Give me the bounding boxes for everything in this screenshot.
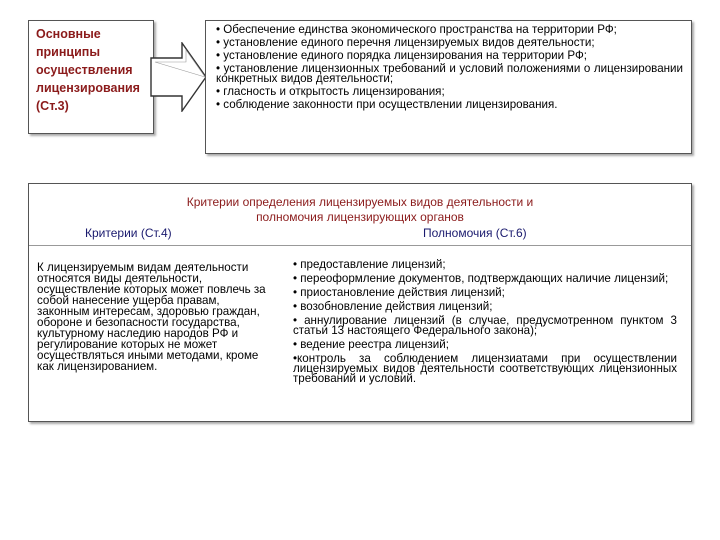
powers-list bbox=[293, 260, 677, 388]
arrow-right-icon bbox=[150, 42, 208, 112]
principle-item-3: • установление единого порядка лицензирования на территории РФ; bbox=[216, 49, 587, 62]
power-item-5: • аннулирование лицензий (в случае, предусмотренном пунктом 3 статьи 13 настоящего Федерального закона); bbox=[293, 314, 677, 337]
power-item-3: • приостановление действия лицензий; bbox=[293, 286, 505, 299]
principle-item-5: • гласность и открытость лицензирования; bbox=[216, 85, 445, 98]
principles-list-box bbox=[205, 20, 692, 154]
criteria-section-title: Критерии определения лицензируемых видов деятельности и полномочия лицензирующих органов bbox=[186, 195, 534, 224]
principle-item-2: • установление единого перечня лицензируемых видов деятельности; bbox=[216, 36, 595, 49]
principle-item-1: • Обеспечение единства экономического пространства на территории РФ; bbox=[216, 23, 617, 36]
principles-list bbox=[206, 21, 691, 110]
power-item-7: •контроль за соблюдением лицензиатами при осуществлении лицензируемых видов деятельности соответствующих лицензионных требований и условий. bbox=[293, 352, 677, 385]
principle-item-4: • установление лицензионных требований и условий положениями о лицензировании конкретных видов деятельности; bbox=[216, 62, 683, 85]
power-item-4: • возобновление действия лицензий; bbox=[293, 300, 493, 313]
power-item-1: • предоставление лицензий; bbox=[293, 258, 446, 271]
divider bbox=[29, 245, 691, 246]
principles-title-box bbox=[28, 20, 154, 134]
criteria-header: Критерии (Ст.4) bbox=[85, 226, 172, 240]
power-item-6: • ведение реестра лицензий; bbox=[293, 338, 449, 351]
criteria-text: К лицензируемым видам деятельности относятся виды деятельности, осуществление которых может повлечь за собой нанесение ущерба правам, законным интересам, здоровью граждан, обороне и безопасности государства, культурному наследию народов РФ и регулирование которых не может осуществляться иными методами, кроме как лицензированием. bbox=[37, 261, 266, 373]
power-item-2: • переоформление документов, подтверждающих наличие лицензий; bbox=[293, 272, 669, 285]
criteria-section-box bbox=[28, 183, 692, 422]
principle-item-6: • соблюдение законности при осуществлении лицензирования. bbox=[216, 98, 558, 111]
powers-header: Полномочия (Ст.6) bbox=[423, 226, 527, 240]
principles-title: Основные принципы осуществления лицензирования (Ст.3) bbox=[36, 27, 140, 113]
column-headers bbox=[29, 226, 691, 244]
